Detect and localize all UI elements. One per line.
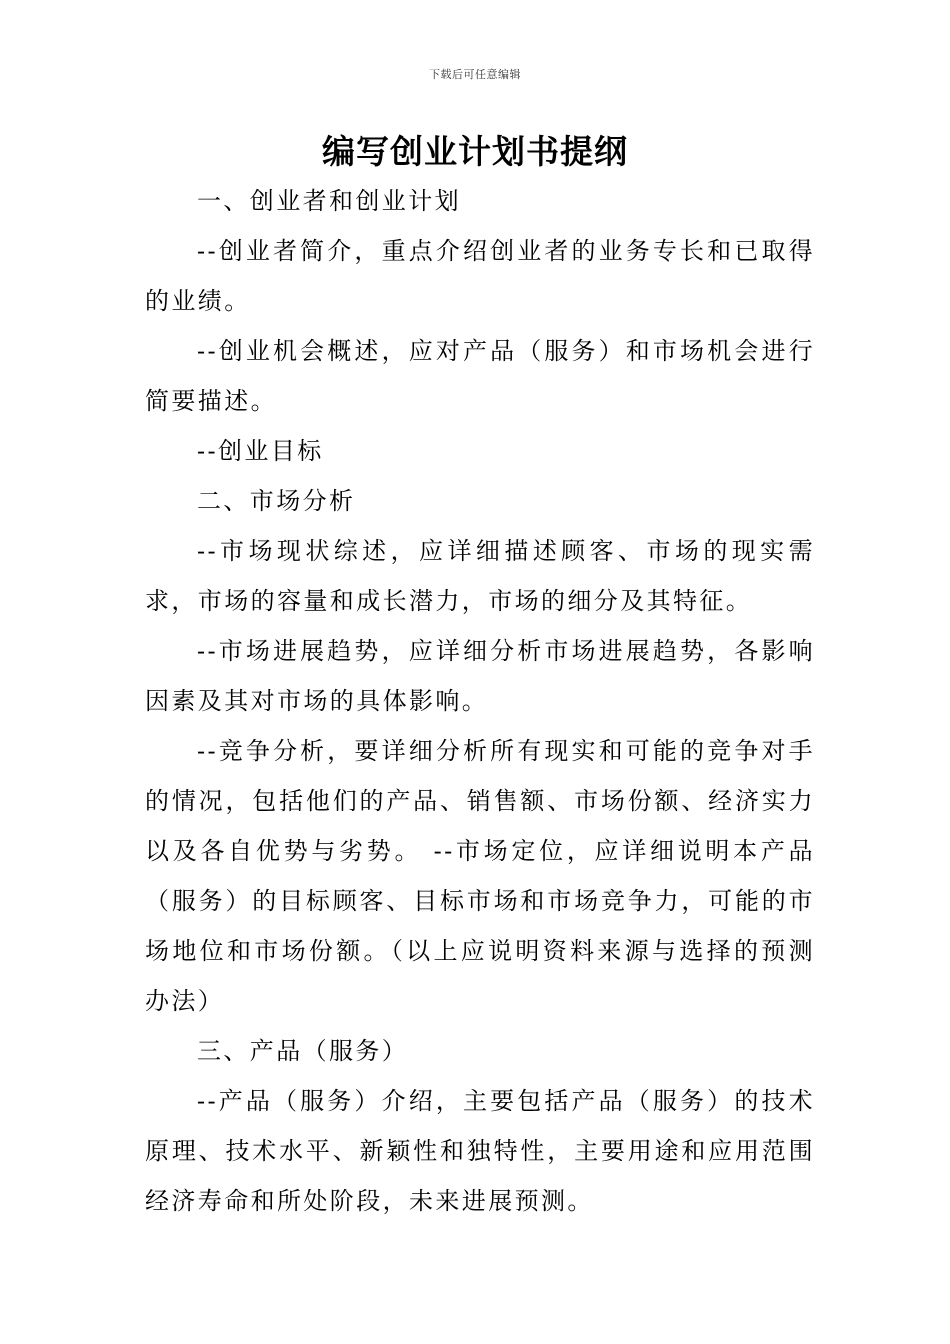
paragraph-opportunity: --创业机会概述，应对产品（服务）和市场机会进行简要描述。 bbox=[145, 337, 815, 415]
paragraph-market-status: --市场现状综述，应详细描述顾客、市场的现实需求，市场的容量和成长潜力，市场的细分及其特征。 bbox=[145, 537, 815, 615]
paragraph-market-trend: --市场进展趋势，应详细分析市场进展趋势，各影响因素及其对市场的具体影响。 bbox=[145, 637, 815, 715]
section-heading-1: 一、创业者和创业计划 bbox=[197, 187, 461, 215]
paragraph-product-intro: --产品（服务）介绍，主要包括产品（服务）的技术原理、技术水平、新颖性和独特性，主要用途和应用范围经济寿命和所处阶段，未来进展预测。 bbox=[145, 1087, 815, 1215]
document-body bbox=[145, 176, 815, 1226]
section-heading-2: 二、市场分析 bbox=[197, 487, 356, 515]
paragraph-founder-intro: --创业者简介，重点介绍创业者的业务专长和已取得的业绩。 bbox=[145, 237, 815, 315]
header-note: 下载后可任意编辑 bbox=[429, 68, 521, 81]
paragraph-competition: --竞争分析，要详细分析所有现实和可能的竞争对手的情况，包括他们的产品、销售额、市场份额、经济实力以及各自优势与劣势。 --市场定位，应详细说明本产品（服务）的目标顾客、目标市场和市场竞争力，可能的市场地位和市场份额。（以上应说明资料来源与选择的预测办法） bbox=[145, 737, 815, 1015]
document-title: 编写创业计划书提纲 bbox=[322, 132, 628, 171]
paragraph-goals: --创业目标 bbox=[197, 437, 324, 465]
section-heading-3: 三、产品（服务） bbox=[197, 1037, 409, 1065]
